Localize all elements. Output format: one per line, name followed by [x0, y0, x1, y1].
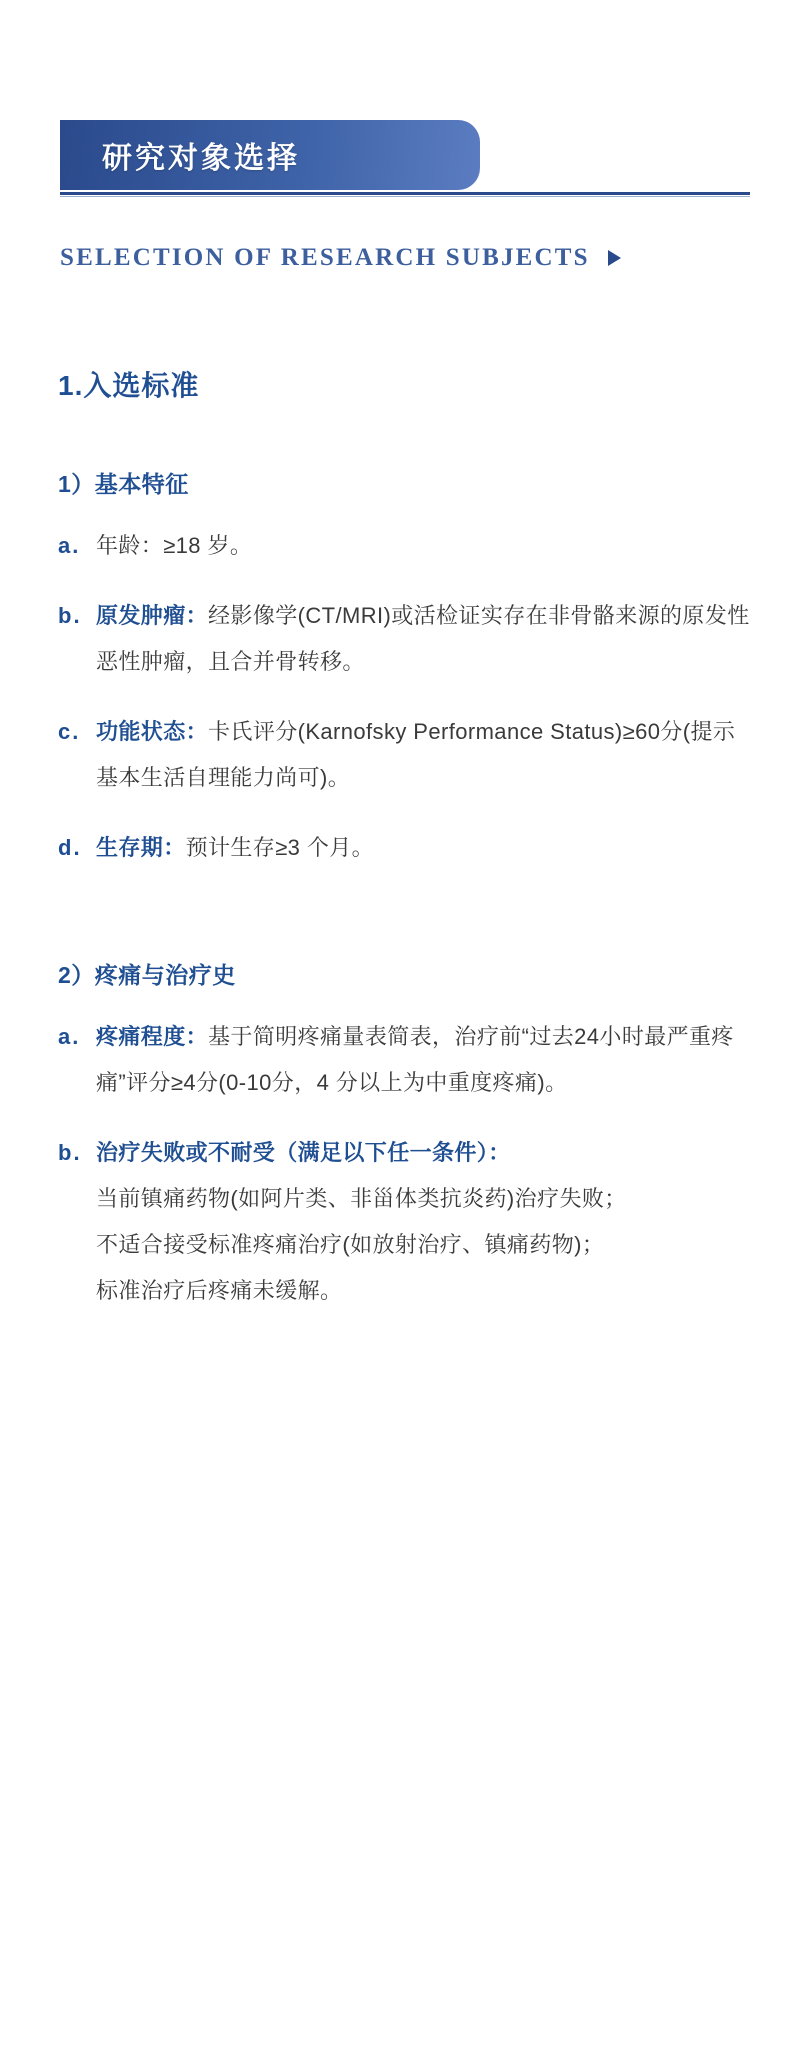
subtitle-english: SELECTION OF RESEARCH SUBJECTS	[60, 244, 590, 271]
document-page	[0, 120, 800, 2068]
subtitle-row	[0, 244, 800, 272]
header-banner	[60, 120, 480, 190]
list-item-marker: a.	[58, 533, 81, 558]
list-item	[0, 1014, 800, 1106]
list-item-marker: d.	[58, 835, 82, 860]
list-item-marker: a.	[58, 1024, 81, 1049]
list-item-subline: 当前镇痛药物(如阿片类、非甾体类抗炎药)治疗失败；	[96, 1186, 627, 1211]
header-rule	[60, 192, 750, 195]
list-item	[0, 523, 800, 569]
list-item-marker: c.	[58, 719, 81, 744]
list-item	[0, 593, 800, 685]
section-title: 1.入选标准	[58, 370, 200, 401]
list-item-lead: 原发肿瘤：	[96, 603, 209, 628]
subsection-title-1: 1）基本特征	[58, 471, 189, 497]
list-item-text: 预计生存≥3 个月。	[185, 835, 375, 860]
triangle-right-icon	[608, 250, 621, 266]
page-title: 研究对象选择	[102, 142, 300, 175]
list-item-text: 年龄：≥18 岁。	[96, 533, 253, 558]
list-item-lead: 功能状态：	[96, 719, 209, 744]
list-item-text: 经影像学(CT/MRI)或活检证实存在非骨骼来源的原发性恶性肿瘤，且合并骨转移。	[96, 603, 750, 674]
list-item-subline: 标准治疗后疼痛未缓解。	[96, 1278, 343, 1303]
list-item-lead: 疼痛程度：	[96, 1024, 209, 1049]
list-item-body	[96, 825, 754, 871]
list-item-lead: 治疗失败或不耐受（满足以下任一条件）：	[96, 1140, 511, 1165]
list-item-marker: b.	[58, 603, 82, 628]
list-item-subline: 不适合接受标准疼痛治疗(如放射治疗、镇痛药物)；	[96, 1232, 605, 1257]
header-banner-area	[0, 120, 800, 198]
list-item-body	[96, 1130, 754, 1314]
list-item-body	[96, 523, 754, 569]
list-item-text: 卡氏评分(Karnofsky Performance Status)≥60分(提示基本生活自理能力尚可)。	[96, 719, 736, 790]
list-item	[0, 709, 800, 801]
header-rule-thin	[60, 196, 750, 197]
list-item-text: 基于简明疼痛量表简表，治疗前“过去24小时最严重疼痛”评分≥4分(0-10分，4 分以上为中重度疼痛)。	[96, 1024, 734, 1095]
list-item	[0, 825, 800, 871]
list-item-body	[96, 709, 754, 801]
list-item-lead: 生存期：	[96, 835, 186, 860]
list-item-body	[96, 593, 754, 685]
list-item-marker: b.	[58, 1140, 82, 1165]
subsection-title-2: 2）疼痛与治疗史	[58, 962, 236, 988]
list-item-body	[96, 1014, 754, 1106]
list-item	[0, 1130, 800, 1314]
